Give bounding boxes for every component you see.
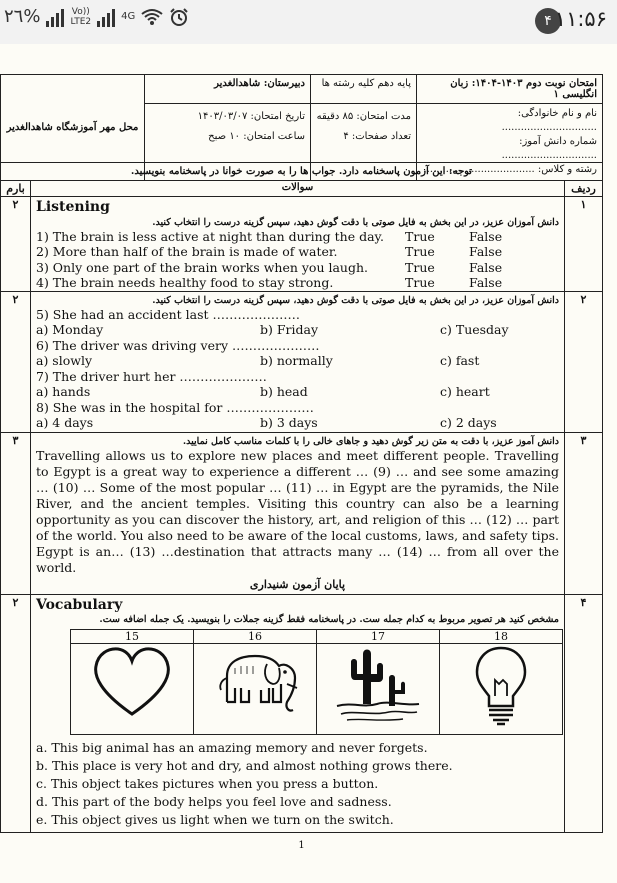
notification-badge[interactable]: ۴	[535, 8, 561, 34]
image-table	[70, 629, 563, 735]
question-7: 7) The driver hurt her …………………	[36, 368, 267, 384]
tf-item: 2) More than half of the brain is made of water. True False	[36, 244, 503, 259]
tf-item: 1) The brain is less active at night than during the day. True False	[36, 228, 503, 244]
options-5: a) Monday b) Friday c) Tuesday	[36, 322, 509, 337]
elephant-icon	[205, 644, 305, 720]
page-number: 1	[298, 840, 305, 851]
sentence-list	[32, 739, 563, 831]
school-stamp: محل مهر آموزشگاه شاهدالغدیر	[1, 75, 145, 181]
clock: ۱۱:۵۶	[554, 7, 607, 31]
exam-duration: مدت امتحان: ۸۵ دقیقه	[316, 111, 411, 122]
image-number: 16	[194, 630, 317, 644]
section-vocabulary	[1, 594, 603, 833]
network-label: Vo)) LTE2	[70, 6, 92, 27]
image-number: 17	[317, 630, 440, 644]
col-questions-header: سوالات	[31, 181, 565, 197]
mark-value: ۳	[1, 432, 31, 594]
tf-list	[32, 229, 563, 291]
exam-page	[0, 44, 617, 883]
student-number-field: شماره دانش آموز: ..............................	[501, 136, 597, 161]
sentence-a: a. This big animal has an amazing memory and never forgets.	[36, 740, 428, 755]
class-field: رشته و کلاس: ...................................	[423, 164, 597, 175]
mc-list	[32, 307, 563, 431]
section-instruction: مشخص کنید هر تصویر مربوط به کدام جمله ست. در پاسخنامه فقط گزینه جملات را بنویسید. یک جمله اضافه ست.	[99, 614, 559, 625]
alarm-icon	[169, 7, 189, 27]
signal-icon-2	[97, 7, 115, 27]
signal-icon	[46, 7, 64, 27]
lightbulb-icon	[471, 644, 531, 728]
exam-grade: پایه دهم کلیه رشته ها	[311, 75, 417, 104]
mark-value: ۲	[1, 594, 31, 833]
listening-end: پایان آزمون شنیداری	[249, 577, 346, 591]
question-5: 5) She had an accident last …………………	[36, 306, 301, 322]
question-6: 6) The driver was driving very …………………	[36, 337, 320, 353]
row-number: ۱	[565, 197, 603, 292]
section-listening	[1, 197, 603, 292]
exam-time: ساعت امتحان: ۱۰ صبح	[208, 131, 305, 142]
section-fill-blanks	[1, 432, 603, 594]
row-number: ۳	[565, 432, 603, 594]
col-mark-header: بارم	[1, 181, 31, 197]
network-type: 4G	[121, 11, 136, 22]
row-number: ۴	[565, 594, 603, 833]
mark-value: ۲	[1, 291, 31, 432]
section-listening-2	[1, 291, 603, 432]
sentence-b: b. This place is very hot and dry, and almost nothing grows there.	[36, 758, 453, 773]
sentence-d: d. This part of the body helps you feel love and sadness.	[36, 794, 392, 809]
row-number: ۲	[565, 291, 603, 432]
sentence-c: c. This object takes pictures when you press a button.	[36, 776, 379, 791]
section-instruction: دانش آموز عزیز، با دقت به متن زیر گوش دهید و جاهای خالی را با کلمات مناسب کامل نمایید.	[182, 435, 559, 447]
exam-title: امتحان نوبت دوم ۱۴۰۳-۱۴۰۴: زبان انگلیسی ۱	[417, 75, 603, 104]
wifi-icon	[141, 8, 163, 26]
question-8: 8) She was in the hospital for …………………	[36, 399, 314, 415]
section-title: Listening	[36, 199, 110, 215]
mark-value: ۲	[1, 197, 31, 292]
section-instruction: دانش آموزان عزیز، در این بخش به فایل صوتی با دقت گوش دهید، سپس گزینه درست را انتخاب کنید.	[152, 294, 559, 306]
section-instruction: دانش آموزان عزیز، در این بخش به فایل صوتی با دقت گوش دهید، سپس گزینه درست را انتخاب کنید.	[152, 216, 559, 228]
options-6: a) slowly b) normally c) fast	[36, 353, 480, 368]
options-7: a) hands b) head c) heart	[36, 384, 490, 399]
tf-item: 4) The brain needs healthy food to stay strong. True False	[36, 275, 503, 290]
sentence-e: e. This object gives us light when we turn on the switch.	[36, 812, 394, 827]
exam-date: تاریخ امتحان: ۱۴۰۳/۰۳/۰۷	[197, 111, 305, 122]
heart-icon	[90, 644, 174, 720]
questions-table	[0, 162, 603, 833]
answer-note: توجه: این آزمون پاسخنامه دارد. جواب ها را به صورت خوانا در پاسخنامه بنویسید.	[1, 163, 603, 181]
name-field: نام و نام خانوادگی: ..............................	[501, 108, 597, 133]
tf-item: 3) Only one part of the brain works when you laugh. True False	[36, 259, 503, 275]
school-name: دبیرستان: شاهدالغدیر	[145, 75, 311, 104]
cactus-icon	[333, 644, 423, 724]
section-title: Vocabulary	[36, 596, 123, 613]
options-8: a) 4 days b) 3 days c) 2 days	[36, 415, 497, 430]
status-bar	[0, 0, 617, 44]
image-number: 18	[440, 630, 563, 644]
exam-pages: تعداد صفحات: ۴	[343, 131, 411, 142]
status-left	[4, 6, 189, 27]
passage: Travelling allows us to explore new places and meet different people. Travelling to Egypt is a great way to experience a different … (9) … and see some amazing … (10) … Some of the most popular … (11) … in Egypt are the pyramids, the Nile River, and the ancient temples. Visiting this country can also be a learning opportunity as you can discover the history, art, and religion of this … (12) … part of the world. You also need to be aware of the local customs, laws, and safety tips. Egypt is an… (13) …destination that attracts many … (14) … from all over the world.	[36, 447, 559, 575]
col-row-header: ردیف	[565, 181, 603, 197]
battery-text: ٢٦%	[4, 6, 41, 27]
image-number: 15	[71, 630, 194, 644]
